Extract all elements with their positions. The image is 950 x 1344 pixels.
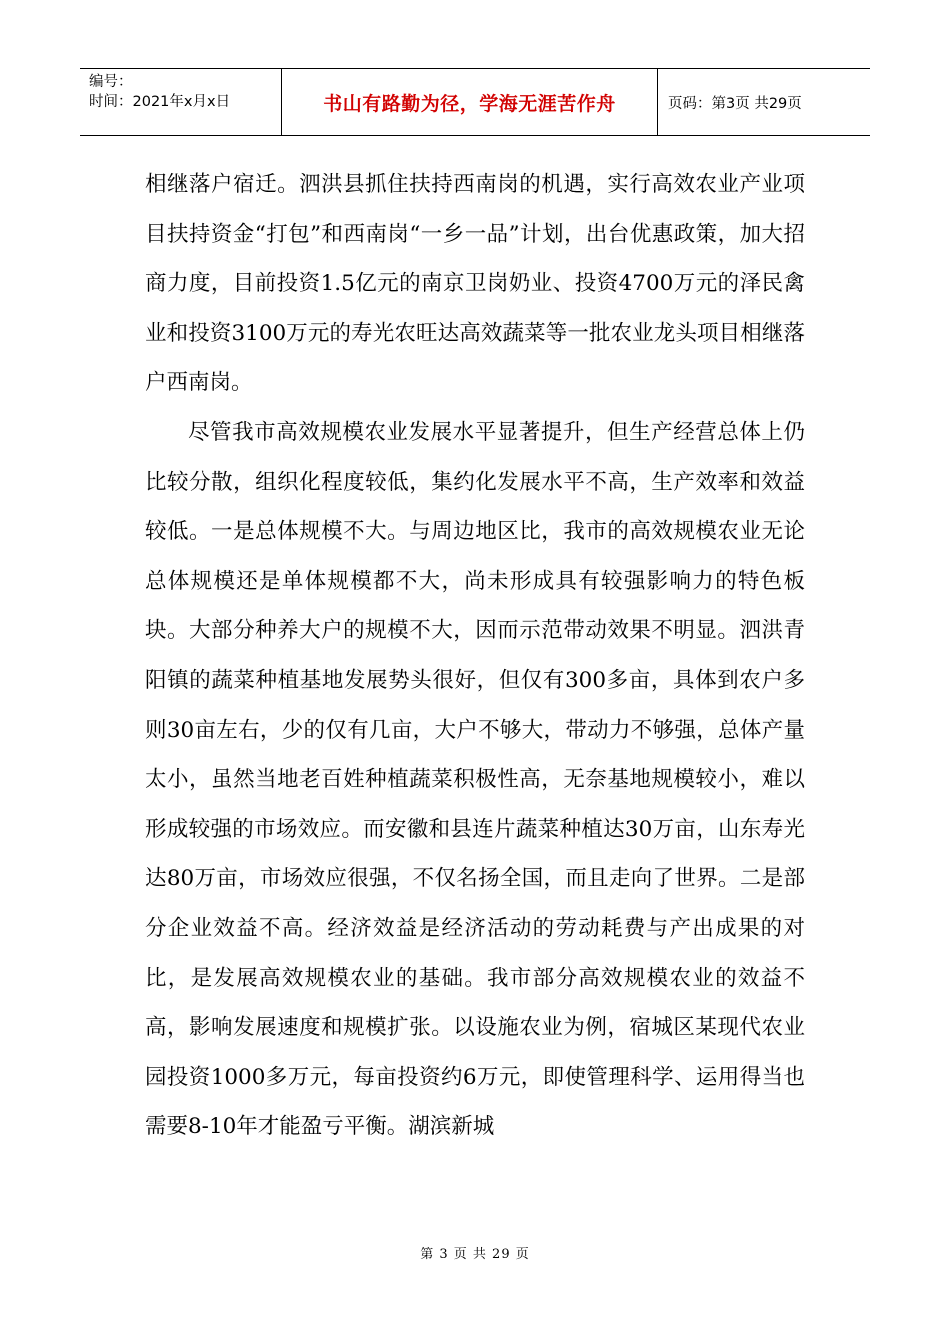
header-page-info: 页码：第3页 共29页 <box>668 95 802 112</box>
page-footer: 第 3 页 共 29 页 <box>420 1247 530 1262</box>
page-header <box>80 68 870 136</box>
body-paragraph: 尽管我市高效规模农业发展水平显著提升，但生产经营总体上仍比较分散，组织化程度较低，集约化发展水平不高，生产效率和效益较低。一是总体规模不大。与周边地区比，我市的高效规模农业无论总体规模还是单体规模都不大，尚未形成具有较强影响力的特色板块。大部分种养大户的规模不大，因而示范带动效果不明显。泗洪青阳镇的蔬菜种植基地发展势头很好，但仅有300多亩，具体到农户多则30亩左右，少的仅有几亩，大户不够大，带动力不够强，总体产量太小，虽然当地老百姓种植蔬菜积极性高，无奈基地规模较小，难以形成较强的市场效应。而安徽和县连片蔬菜种植达30万亩，山东寿光达80万亩，市场效应很强，不仅名扬全国，而且走向了世界。二是部分企业效益不高。经济效益是经济活动的劳动耗费与产出成果的对比，是发展高效规模农业的基础。我市部分高效规模农业的效益不高，影响发展速度和规模扩张。以设施农业为例，宿城区某现代农业园投资1000多万元，每亩投资约6万元，即使管理科学、运用得当也需要8-10年才能盈亏平衡。湖滨新城 <box>145 419 805 1140</box>
document-body <box>145 160 805 1152</box>
date-label: 时间：2021年x月x日 <box>89 94 231 110</box>
serial-number-label: 编号： <box>89 74 133 90</box>
header-motto: 书山有路勤为径，学海无涯苦作舟 <box>282 69 658 135</box>
header-meta-cell <box>80 69 282 135</box>
body-paragraph: 相继落户宿迁。泗洪县抓住扶持西南岗的机遇，实行高效农业产业项目扶持资金“打包”和西南岗“一乡一品”计划，出台优惠政策，加大招商力度，目前投资1.5亿元的南京卫岗奶业、投资4700万元的泽民禽业和投资3100万元的寿光农旺达高效蔬菜等一批农业龙头项目相继落户西南岗。 <box>145 172 805 396</box>
